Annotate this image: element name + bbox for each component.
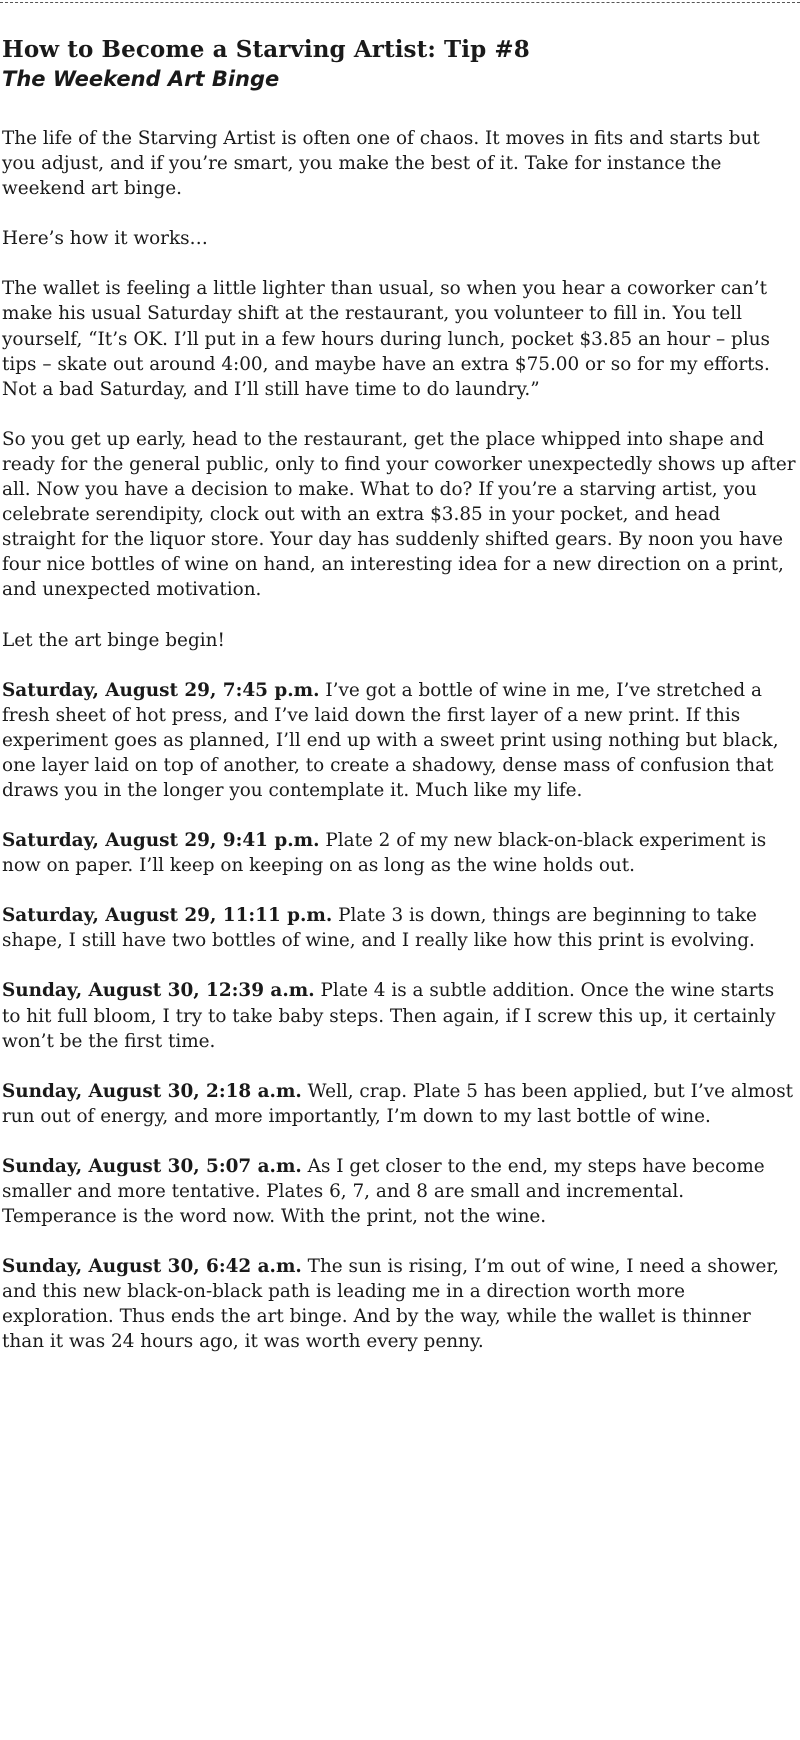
log-entry [2, 1154, 798, 1229]
log-entry [2, 1254, 798, 1354]
log-entry-text: Plate 4 is a subtle addition. Once the wine starts to hit full bloom, I try to take baby steps. Then again, if I screw this up, it certainly won’t be the first time. [2, 980, 776, 1052]
log-entry [2, 1079, 798, 1129]
intro-paragraph: The wallet is feeling a little lighter than usual, so when you hear a coworker can’t make his usual Saturday shift at the restaurant, you volunteer to fill in. You tell yourself, “It’s OK. I’ll put in a few hours during lunch, pocket $3.85 an hour – plus tips – skate out around 4:00, and maybe have an extra $75.00 or so for my efforts. Not a bad Saturday, and I’ll still have time to do laundry.” [2, 278, 770, 400]
log-entry-text: I’ve got a bottle of wine in me, I’ve stretched a fresh sheet of hot press, and I’ve laid down the first layer of a new print. If this experiment goes as planned, I’ll end up with a sweet print using nothing but black, one layer laid on top of another, to create a shadowy, dense mass of confusion that draws you in the longer you contemplate it. Much like my life. [2, 679, 779, 801]
article-subtitle: The Weekend Art Binge [2, 67, 280, 91]
log-entry [2, 828, 798, 878]
log-entry [2, 978, 798, 1053]
log-entry-time: Sunday, August 30, 2:18 a.m. [2, 1080, 302, 1102]
article-title: How to Become a Starving Artist: Tip #8 [2, 36, 530, 63]
log-entry [2, 678, 798, 803]
intro-paragraph: Let the art binge begin! [2, 629, 225, 651]
intro-paragraph: Here’s how it works… [2, 228, 208, 250]
article [2, 36, 798, 1380]
log-entry-text: Plate 2 of my new black-on-black experiment is now on paper. I’ll keep on keeping on as long as the wine holds out. [2, 830, 767, 877]
intro-paragraph: The life of the Starving Artist is often one of chaos. It moves in fits and starts but you adjust, and if you’re smart, you make the best of it. Take for instance the weekend art binge. [2, 128, 760, 200]
log-entry-text: As I get closer to the end, my steps have become smaller and more tentative. Plates 6, 7, and 8 are small and incremental. Temperance is the word now. With the print, not the wine. [2, 1155, 765, 1228]
log-entry-text: The sun is rising, I’m out of wine, I need a shower, and this new black-on-black path is leading me in a direction worth more exploration. Thus ends the art binge. And by the way, while the wallet is thinner than it was 24 hours ago, it was worth every penny. [2, 1256, 780, 1353]
log-entry-time: Saturday, August 29, 9:41 p.m. [2, 830, 320, 852]
log-entry-text: Plate 3 is down, things are beginning to take shape, I still have two bottles of wine, and I really like how this print is evolving. [2, 905, 757, 952]
log-entry-time: Saturday, August 29, 7:45 p.m. [2, 679, 320, 701]
log-entry-text: Well, crap. Plate 5 has been applied, but I’ve almost run out of energy, and more importantly, I’m down to my last bottle of wine. [2, 1080, 794, 1127]
log-entry [2, 903, 798, 953]
log-entry-time: Sunday, August 30, 5:07 a.m. [2, 1155, 302, 1177]
log-entry-time: Sunday, August 30, 6:42 a.m. [2, 1256, 302, 1278]
log-entry-time: Saturday, August 29, 11:11 p.m. [2, 905, 333, 927]
intro-paragraph: So you get up early, head to the restaurant, get the place whipped into shape and ready for the general public, only to find your coworker unexpectedly shows up after all. Now you have a decision to make. What to do? If you’re a starving artist, you celebrate serendipity, clock out with an extra $3.85 in your pocket, and head straight for the liquor store. Your day has suddenly shifted gears. By noon you have four nice bottles of wine on hand, an interesting idea for a new direction on a print, and unexpected motivation. [2, 428, 796, 601]
top-dashed-divider [0, 2, 800, 3]
article-body [2, 126, 798, 1355]
log-entry-time: Sunday, August 30, 12:39 a.m. [2, 980, 315, 1002]
